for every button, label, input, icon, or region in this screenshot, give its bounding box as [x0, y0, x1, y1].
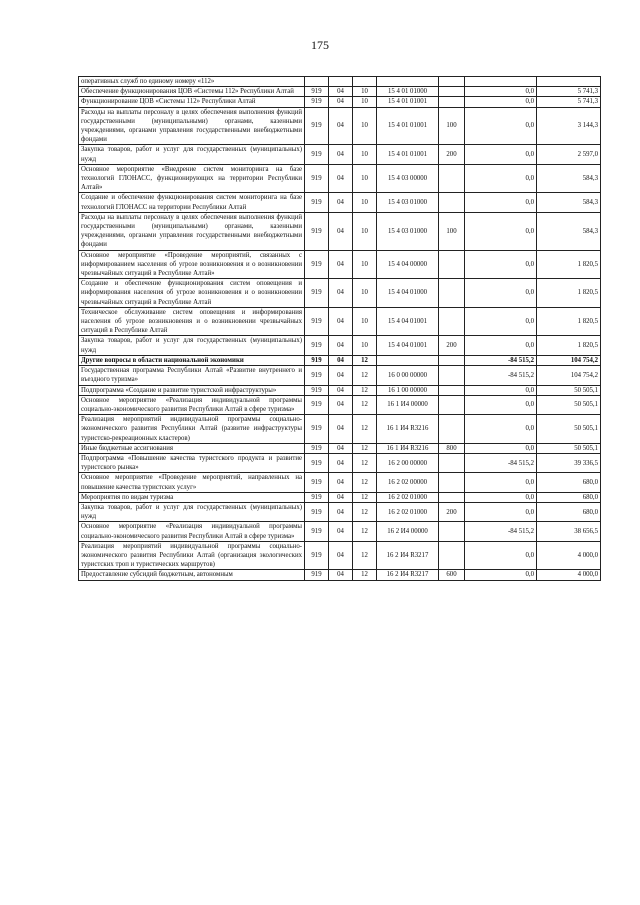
- cell-amount-change: -84 515,2: [465, 453, 537, 472]
- table-row: [79, 541, 601, 570]
- cell-subsection: [353, 77, 377, 87]
- table-row: [79, 502, 601, 521]
- table-row: [79, 307, 601, 336]
- cell-amount-total: 584,3: [537, 164, 601, 193]
- cell-amount-total: 50 505,1: [537, 415, 601, 444]
- cell-section: 04: [329, 164, 353, 193]
- cell-section: 04: [329, 385, 353, 395]
- cell-target-article: 16 2 И4 00000: [377, 522, 439, 541]
- cell-amount-total: 1 820,5: [537, 336, 601, 355]
- cell-ministry-code: 919: [305, 492, 329, 502]
- cell-amount-change: 0,0: [465, 473, 537, 492]
- cell-section: 04: [329, 279, 353, 308]
- cell-ministry-code: 919: [305, 107, 329, 145]
- cell-expense-type: [439, 453, 465, 472]
- cell-name: Подпрограмма «Повышение качества туристского продукта и развитие туристского рынка»: [79, 453, 305, 472]
- cell-amount-total: 4 000,0: [537, 541, 601, 570]
- cell-name: Реализация мероприятий индивидуальной программы социально-экономического развития Республики Алтай (организация экологических туристских троп и туристических маршрутов): [79, 541, 305, 570]
- cell-section: 04: [329, 492, 353, 502]
- cell-ministry-code: 919: [305, 443, 329, 453]
- cell-amount-total: 104 754,2: [537, 355, 601, 365]
- cell-ministry-code: 919: [305, 395, 329, 414]
- cell-name: Основное мероприятие «Реализация индивидуальной программы социально-экономического развития Республики Алтай в сфере туризма»: [79, 522, 305, 541]
- cell-target-article: 15 4 04 01001: [377, 336, 439, 355]
- table-row: [79, 395, 601, 414]
- table-row: [79, 366, 601, 385]
- cell-ministry-code: 919: [305, 279, 329, 308]
- cell-target-article: 16 2 00 00000: [377, 453, 439, 472]
- cell-amount-change: -84 515,2: [465, 366, 537, 385]
- cell-subsection: 12: [353, 541, 377, 570]
- cell-name: Создание и обеспечение функционирования систем мониторинга на базе технологий ГЛОНАСС на территории Республики Алтай: [79, 193, 305, 212]
- cell-expense-type: [439, 366, 465, 385]
- cell-ministry-code: 919: [305, 541, 329, 570]
- cell-section: 04: [329, 395, 353, 414]
- table-row: [79, 77, 601, 87]
- cell-ministry-code: 919: [305, 570, 329, 580]
- cell-expense-type: [439, 473, 465, 492]
- cell-name: Подпрограмма «Создание и развитие туристской инфраструктуры»: [79, 385, 305, 395]
- cell-amount-total: 3 144,3: [537, 107, 601, 145]
- cell-section: 04: [329, 97, 353, 107]
- page-number: 175: [311, 38, 329, 52]
- cell-section: [329, 77, 353, 87]
- cell-name: Мероприятия по видам туризма: [79, 492, 305, 502]
- cell-amount-total: 1 820,5: [537, 250, 601, 279]
- cell-name: Закупка товаров, работ и услуг для государственных (муниципальных) нужд: [79, 145, 305, 164]
- table-row: [79, 473, 601, 492]
- table-row: [79, 97, 601, 107]
- table-row: [79, 279, 601, 308]
- table-row: [79, 107, 601, 145]
- cell-amount-total: 4 000,0: [537, 570, 601, 580]
- cell-subsection: 12: [353, 443, 377, 453]
- cell-expense-type: 600: [439, 570, 465, 580]
- cell-ministry-code: 919: [305, 366, 329, 385]
- cell-name: Реализация мероприятий индивидуальной программы социально-экономического развития Республики Алтай (развитие инфраструктуры туристско-рекреационных кластеров): [79, 415, 305, 444]
- cell-expense-type: 800: [439, 443, 465, 453]
- cell-section: 04: [329, 145, 353, 164]
- cell-subsection: 12: [353, 385, 377, 395]
- cell-expense-type: [439, 395, 465, 414]
- table-row: [79, 570, 601, 580]
- cell-name: Основное мероприятие «Внедрение систем мониторинга на базе технологий ГЛОНАСС, функционирующих на территории Республики Алтай»: [79, 164, 305, 193]
- cell-name: Другие вопросы в области национальной экономики: [79, 355, 305, 365]
- cell-amount-change: 0,0: [465, 107, 537, 145]
- cell-name: Закупка товаров, работ и услуг для государственных (муниципальных) нужд: [79, 336, 305, 355]
- cell-subsection: 10: [353, 164, 377, 193]
- cell-amount-total: 584,3: [537, 212, 601, 250]
- cell-amount-change: -84 515,2: [465, 355, 537, 365]
- cell-name: Расходы на выплаты персоналу в целях обеспечения выполнения функций государственными (муниципальными) органами, казенными учреждениями, органами управления государственными внебюджетными фондами: [79, 107, 305, 145]
- cell-name: Основное мероприятие «Проведение мероприятий, связанных с информированием населения об угрозе возникновения и о возникновении чрезвычайных ситуаций в Республике Алтай»: [79, 250, 305, 279]
- cell-subsection: 10: [353, 97, 377, 107]
- table-row: [79, 164, 601, 193]
- cell-target-article: 16 2 И4 R3217: [377, 541, 439, 570]
- table-row: [79, 250, 601, 279]
- cell-amount-total: [537, 77, 601, 87]
- cell-subsection: 10: [353, 250, 377, 279]
- cell-amount-total: 5 741,3: [537, 87, 601, 97]
- cell-amount-change: 0,0: [465, 541, 537, 570]
- cell-name: Основное мероприятие «Проведение мероприятий, направленных на повышение качества туристских услуг»: [79, 473, 305, 492]
- cell-ministry-code: 919: [305, 250, 329, 279]
- cell-section: 04: [329, 87, 353, 97]
- cell-target-article: 15 4 01 01001: [377, 145, 439, 164]
- cell-expense-type: [439, 77, 465, 87]
- cell-subsection: 10: [353, 107, 377, 145]
- cell-section: 04: [329, 541, 353, 570]
- cell-subsection: 10: [353, 145, 377, 164]
- cell-amount-change: 0,0: [465, 307, 537, 336]
- cell-subsection: 10: [353, 307, 377, 336]
- cell-name: Расходы на выплаты персоналу в целях обеспечения выполнения функций государственными (муниципальными) органами, казенными учреждениями, органами управления государственными внебюджетными фондами: [79, 212, 305, 250]
- table-row: [79, 336, 601, 355]
- cell-target-article: 15 4 04 01000: [377, 279, 439, 308]
- cell-section: 04: [329, 355, 353, 365]
- cell-subsection: 12: [353, 473, 377, 492]
- cell-subsection: 10: [353, 336, 377, 355]
- cell-expense-type: 100: [439, 212, 465, 250]
- cell-ministry-code: 919: [305, 193, 329, 212]
- cell-section: 04: [329, 336, 353, 355]
- cell-target-article: 15 4 04 00000: [377, 250, 439, 279]
- cell-ministry-code: 919: [305, 453, 329, 472]
- cell-expense-type: 200: [439, 336, 465, 355]
- cell-target-article: [377, 355, 439, 365]
- cell-ministry-code: 919: [305, 415, 329, 444]
- cell-expense-type: [439, 250, 465, 279]
- cell-subsection: 12: [353, 522, 377, 541]
- cell-amount-total: 680,0: [537, 473, 601, 492]
- table-row: [79, 522, 601, 541]
- cell-expense-type: [439, 385, 465, 395]
- cell-expense-type: 200: [439, 502, 465, 521]
- table-row: [79, 453, 601, 472]
- cell-ministry-code: 919: [305, 212, 329, 250]
- cell-name: Иные бюджетные ассигнования: [79, 443, 305, 453]
- cell-name: Функционирование ЦОВ «Системы 112» Республики Алтай: [79, 97, 305, 107]
- cell-name: Государственная программа Республики Алтай «Развитие внутреннего и въездного туризма»: [79, 366, 305, 385]
- cell-subsection: 12: [353, 453, 377, 472]
- cell-ministry-code: 919: [305, 145, 329, 164]
- cell-ministry-code: [305, 77, 329, 87]
- cell-expense-type: 200: [439, 145, 465, 164]
- cell-amount-change: 0,0: [465, 145, 537, 164]
- cell-section: 04: [329, 366, 353, 385]
- cell-amount-change: 0,0: [465, 395, 537, 414]
- cell-subsection: 12: [353, 415, 377, 444]
- cell-target-article: 16 0 00 00000: [377, 366, 439, 385]
- table-row: [79, 193, 601, 212]
- cell-section: 04: [329, 570, 353, 580]
- cell-subsection: 12: [353, 395, 377, 414]
- cell-subsection: 10: [353, 212, 377, 250]
- cell-name: оперативных служб по единому номеру «112»: [79, 77, 305, 87]
- cell-amount-total: 2 597,0: [537, 145, 601, 164]
- cell-target-article: 16 1 И4 R3216: [377, 415, 439, 444]
- cell-ministry-code: 919: [305, 522, 329, 541]
- table-row: [79, 492, 601, 502]
- cell-amount-total: 50 505,1: [537, 395, 601, 414]
- cell-expense-type: [439, 97, 465, 107]
- cell-amount-total: 1 820,5: [537, 279, 601, 308]
- cell-expense-type: 100: [439, 107, 465, 145]
- cell-amount-change: 0,0: [465, 336, 537, 355]
- cell-ministry-code: 919: [305, 473, 329, 492]
- cell-section: 04: [329, 250, 353, 279]
- cell-amount-change: 0,0: [465, 415, 537, 444]
- cell-ministry-code: 919: [305, 97, 329, 107]
- cell-target-article: 15 4 03 00000: [377, 164, 439, 193]
- cell-expense-type: [439, 279, 465, 308]
- cell-section: 04: [329, 453, 353, 472]
- cell-ministry-code: 919: [305, 164, 329, 193]
- cell-subsection: 12: [353, 366, 377, 385]
- cell-target-article: 16 2 02 01000: [377, 492, 439, 502]
- cell-target-article: 16 1 И4 R3216: [377, 443, 439, 453]
- cell-target-article: 15 4 04 01001: [377, 307, 439, 336]
- cell-amount-total: 680,0: [537, 492, 601, 502]
- cell-target-article: 15 4 03 01000: [377, 212, 439, 250]
- budget-table: [78, 76, 601, 581]
- cell-ministry-code: 919: [305, 385, 329, 395]
- cell-name: Закупка товаров, работ и услуг для государственных (муниципальных) нужд: [79, 502, 305, 521]
- cell-subsection: 12: [353, 355, 377, 365]
- cell-subsection: 12: [353, 570, 377, 580]
- cell-amount-change: [465, 77, 537, 87]
- cell-amount-change: 0,0: [465, 87, 537, 97]
- cell-amount-change: 0,0: [465, 279, 537, 308]
- cell-section: 04: [329, 502, 353, 521]
- cell-expense-type: [439, 492, 465, 502]
- cell-section: 04: [329, 443, 353, 453]
- table-row: [79, 443, 601, 453]
- cell-target-article: 15 4 01 01001: [377, 97, 439, 107]
- table-row: [79, 415, 601, 444]
- cell-amount-change: 0,0: [465, 492, 537, 502]
- cell-amount-total: 38 656,5: [537, 522, 601, 541]
- table-row: [79, 385, 601, 395]
- cell-ministry-code: 919: [305, 502, 329, 521]
- cell-amount-total: 584,3: [537, 193, 601, 212]
- cell-section: 04: [329, 193, 353, 212]
- cell-amount-change: 0,0: [465, 502, 537, 521]
- table-row: [79, 145, 601, 164]
- cell-section: 04: [329, 473, 353, 492]
- cell-amount-total: 5 741,3: [537, 97, 601, 107]
- cell-expense-type: [439, 522, 465, 541]
- cell-target-article: 16 2 02 01000: [377, 502, 439, 521]
- cell-amount-change: 0,0: [465, 570, 537, 580]
- cell-expense-type: [439, 164, 465, 193]
- cell-name: Основное мероприятие «Реализация индивидуальной программы социально-экономического развития Республики Алтай в сфере туризма»: [79, 395, 305, 414]
- cell-subsection: 10: [353, 193, 377, 212]
- cell-subsection: 12: [353, 492, 377, 502]
- cell-amount-total: 39 336,5: [537, 453, 601, 472]
- cell-section: 04: [329, 522, 353, 541]
- cell-amount-change: 0,0: [465, 250, 537, 279]
- cell-name: Предоставление субсидий бюджетным, автономным: [79, 570, 305, 580]
- cell-amount-total: 104 754,2: [537, 366, 601, 385]
- table-row: [79, 212, 601, 250]
- cell-expense-type: [439, 193, 465, 212]
- cell-amount-change: 0,0: [465, 193, 537, 212]
- cell-ministry-code: 919: [305, 307, 329, 336]
- cell-section: 04: [329, 415, 353, 444]
- cell-name: Обеспечение функционирования ЦОВ «Системы 112» Республики Алтай: [79, 87, 305, 97]
- cell-amount-total: 50 505,1: [537, 385, 601, 395]
- cell-amount-change: 0,0: [465, 97, 537, 107]
- cell-subsection: 10: [353, 87, 377, 97]
- table-row: [79, 355, 601, 365]
- cell-subsection: 12: [353, 502, 377, 521]
- cell-ministry-code: 919: [305, 336, 329, 355]
- cell-amount-change: 0,0: [465, 385, 537, 395]
- cell-amount-total: 680,0: [537, 502, 601, 521]
- cell-target-article: 16 2 И4 R3217: [377, 570, 439, 580]
- cell-amount-change: 0,0: [465, 212, 537, 250]
- cell-name: Создание и обеспечение функционирования систем оповещения и информирования населения об угрозе возникновения и о возникновении чрезвычайных ситуаций в Республике Алтай: [79, 279, 305, 308]
- cell-target-article: [377, 77, 439, 87]
- cell-amount-change: 0,0: [465, 443, 537, 453]
- cell-expense-type: [439, 355, 465, 365]
- cell-expense-type: [439, 415, 465, 444]
- cell-ministry-code: 919: [305, 87, 329, 97]
- cell-name: Техническое обслуживание систем оповещения и информирования населения об угрозе возникновения и о возникновении чрезвычайных ситуаций в Республике Алтай: [79, 307, 305, 336]
- cell-expense-type: [439, 307, 465, 336]
- cell-subsection: 10: [353, 279, 377, 308]
- cell-target-article: 15 4 01 01001: [377, 107, 439, 145]
- cell-ministry-code: 919: [305, 355, 329, 365]
- cell-target-article: 16 1 И4 00000: [377, 395, 439, 414]
- cell-amount-change: 0,0: [465, 164, 537, 193]
- cell-target-article: 15 4 01 01000: [377, 87, 439, 97]
- cell-expense-type: [439, 87, 465, 97]
- cell-target-article: 15 4 03 01000: [377, 193, 439, 212]
- cell-target-article: 16 2 02 00000: [377, 473, 439, 492]
- cell-amount-total: 50 505,1: [537, 443, 601, 453]
- cell-target-article: 16 1 00 00000: [377, 385, 439, 395]
- cell-amount-change: -84 515,2: [465, 522, 537, 541]
- cell-expense-type: [439, 541, 465, 570]
- cell-section: 04: [329, 307, 353, 336]
- cell-amount-total: 1 820,5: [537, 307, 601, 336]
- cell-section: 04: [329, 212, 353, 250]
- cell-section: 04: [329, 107, 353, 145]
- table-row: [79, 87, 601, 97]
